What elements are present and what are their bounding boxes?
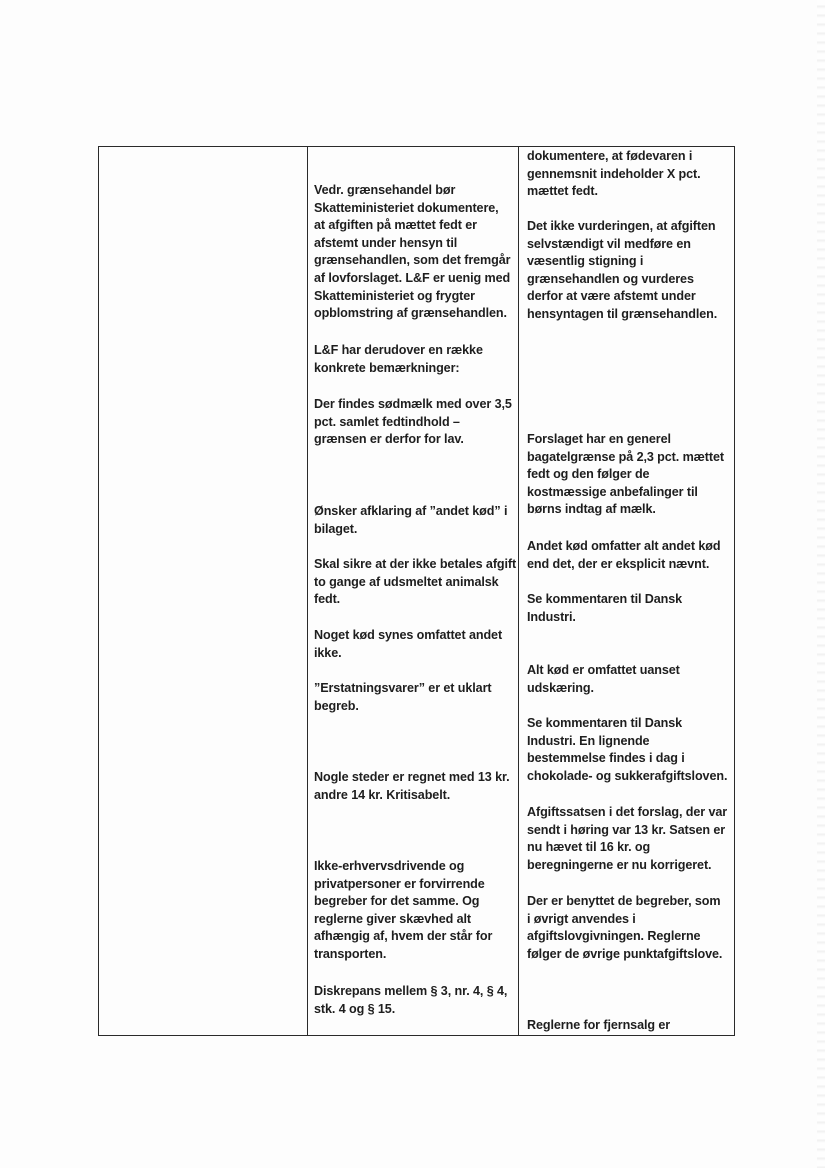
comment-border-trade: Vedr. grænsehandel bør Skatteministeriet dokumentere, at afgiften på mættet fedt er afstemt under hensyn til grænsehandlen, som det fremgår af lovforslaget. L&F er uenig med Skatteministeriet og frygter opblomstring af grænsehandlen. bbox=[314, 183, 511, 321]
comment-double-taxation: Skal sikre at der ikke betales afgift to gange af udsmeltet animalsk fedt. bbox=[314, 557, 517, 607]
comment-private-persons: Ikke-erhvervsdrivende og privatpersoner er forvirrende begreber for det samme. Og reglerne giver skævhed alt afhængig af, hvem der står for transporten. bbox=[314, 859, 493, 961]
response-other-meat: Andet kød omfatter alt andet kød end det, der er eksplicit nævnt. bbox=[527, 539, 721, 571]
response-distance-sales: Reglerne for fjernsalg er bbox=[527, 1018, 671, 1032]
response-meat-coverage: Alt kød er omfattet uanset udskæring. bbox=[527, 663, 680, 695]
response-dansk-industri-2: Se kommentaren til Dansk Industri. En lignende bestemmelse findes i dag i chokolade- og sukkerafgiftsloven. bbox=[527, 716, 728, 783]
response-tax-rate: Afgiftssatsen i det forslag, der var sendt i høring var 13 kr. Satsen er nu hævet til 16 kr. og beregningerne er nu korrigeret. bbox=[527, 805, 728, 872]
response-border-trade: Det ikke vurderingen, at afgiften selvstændigt vil medføre en væsentlig stigning i grænsehandlen og vurderes derfor at være afstemt under hensyntagen til grænsehandlen. bbox=[527, 219, 718, 321]
comment-section-discrepancy: Diskrepans mellem § 3, nr. 4, § 4, stk. 4 og § 15. bbox=[314, 984, 508, 1016]
response-terminology: Der er benyttet de begreber, som i øvrigt anvendes i afgiftslovgivningen. Reglerne følger de øvrige punktafgiftslove. bbox=[527, 894, 723, 961]
response-dansk-industri-1: Se kommentaren til Dansk Industri. bbox=[527, 592, 683, 624]
response-documentation: dokumentere, at fødevaren i gennemsnit indeholder X pct. mættet fedt. bbox=[527, 149, 701, 199]
scan-edge-artifact bbox=[817, 0, 825, 1168]
comment-intro-remarks: L&F har derudover en række konkrete bemærkninger: bbox=[314, 343, 483, 375]
comment-whole-milk: Der findes sødmælk med over 3,5 pct. samlet fedtindhold – grænsen er derfor for lav. bbox=[314, 397, 512, 447]
comment-meat-coverage: Noget kød synes omfattet andet ikke. bbox=[314, 628, 503, 660]
response-milk-threshold: Forslaget har en generel bagatelgrænse på 2,3 pct. mættet fedt og den følger de kostmæssige anbefalinger til børns indtag af mælk. bbox=[527, 432, 724, 517]
comment-substitute-goods: ”Erstatningsvarer” er et uklart begreb. bbox=[314, 681, 492, 713]
comment-other-meat: Ønsker afklaring af ”andet kød” i bilaget. bbox=[314, 504, 508, 536]
comment-rate-discrepancy: Nogle steder er regnet med 13 kr. andre 14 kr. Kritisabelt. bbox=[314, 770, 510, 802]
column-divider-1 bbox=[307, 147, 308, 1035]
